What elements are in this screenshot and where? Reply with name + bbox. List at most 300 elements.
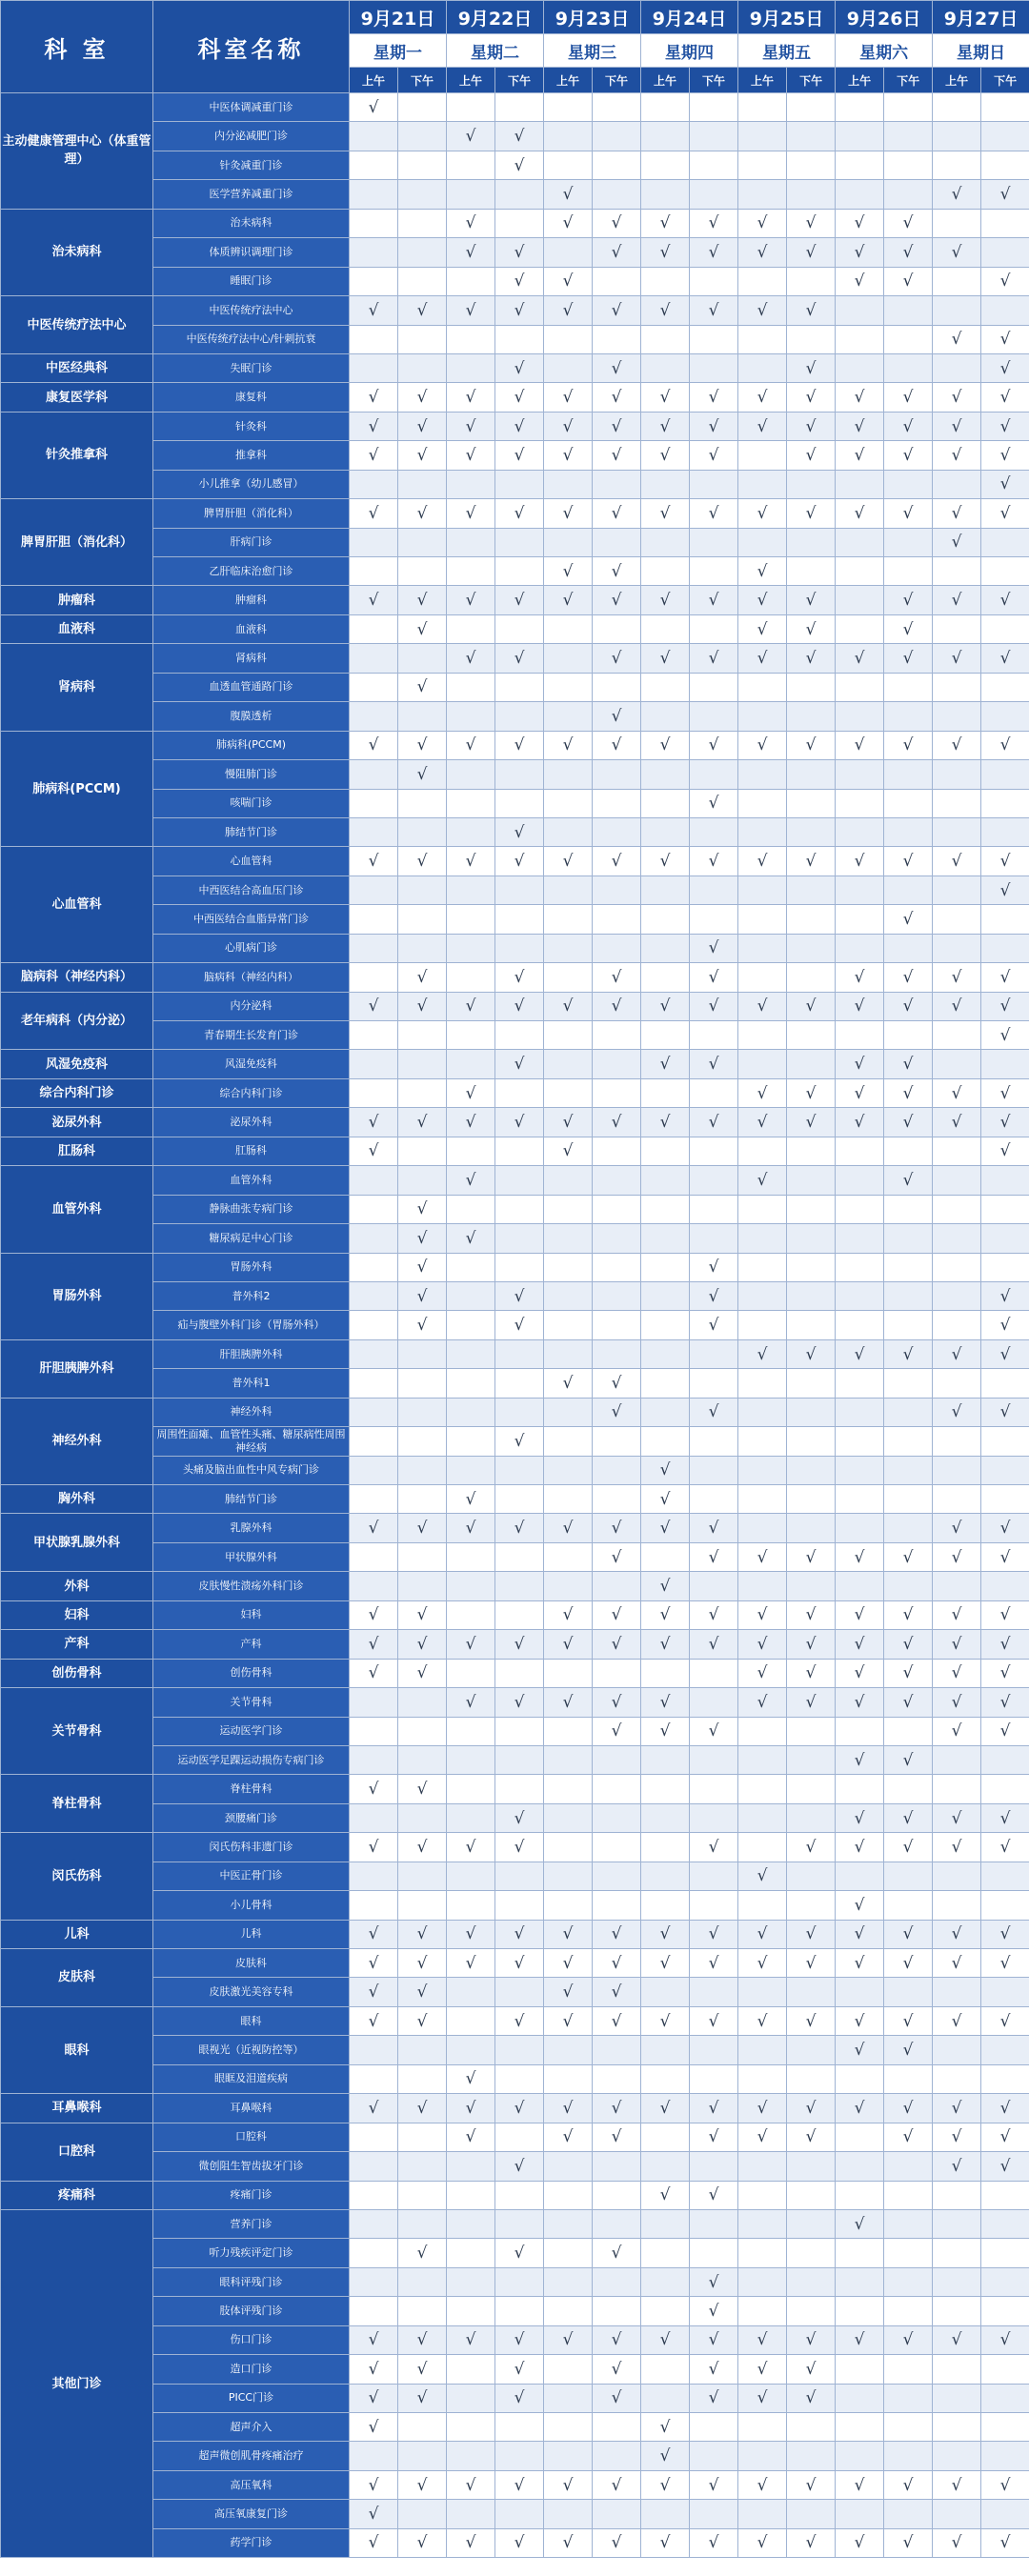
am-slot-cell — [641, 614, 690, 643]
am-slot-cell — [641, 93, 690, 122]
am-slot-cell — [350, 1281, 398, 1310]
am-slot-cell — [447, 412, 495, 440]
department-name: 泌尿外科 — [1, 1108, 153, 1137]
pm-slot-cell — [593, 1688, 641, 1717]
pm-slot-cell — [884, 528, 933, 556]
am-slot-cell — [447, 2209, 495, 2238]
am-slot-cell — [836, 238, 884, 267]
am-slot-cell — [836, 151, 884, 179]
pm-slot-cell — [690, 673, 738, 701]
pm-slot-cell — [398, 673, 447, 701]
am-slot-cell — [933, 528, 981, 556]
am-slot-cell — [447, 93, 495, 122]
pm-slot-cell — [981, 1050, 1029, 1078]
clinic-name: 眼眶及泪道疾病 — [153, 2064, 350, 2093]
am-slot-cell — [738, 1195, 787, 1223]
pm-slot-cell — [398, 1775, 447, 1803]
am-slot-cell — [738, 673, 787, 701]
am-slot-cell — [738, 1078, 787, 1107]
pm-slot-cell — [398, 353, 447, 382]
am-slot-cell — [447, 1224, 495, 1253]
am-slot-cell — [544, 557, 593, 586]
am-slot-cell — [350, 2500, 398, 2528]
schedule-row — [1, 1717, 1029, 1745]
pm-slot-cell — [398, 760, 447, 789]
am-slot-cell — [447, 1542, 495, 1571]
am-slot-cell — [933, 673, 981, 701]
am-slot-cell — [447, 1572, 495, 1600]
pm-slot-cell — [593, 557, 641, 586]
am-slot-cell — [738, 963, 787, 992]
pm-slot-cell — [884, 2470, 933, 2499]
am-slot-cell — [544, 1281, 593, 1310]
am-slot-cell — [933, 875, 981, 904]
pm-slot-cell — [495, 238, 544, 267]
pm-slot-cell — [787, 1978, 836, 2006]
am-slot-cell — [544, 412, 593, 440]
am-slot-cell — [836, 875, 884, 904]
am-slot-cell — [836, 2297, 884, 2325]
am-slot-cell — [933, 1427, 981, 1456]
am-slot-cell — [350, 2267, 398, 2296]
pm-slot-cell — [981, 2064, 1029, 2093]
pm-slot-cell — [495, 1542, 544, 1571]
pm-slot-cell — [398, 2181, 447, 2209]
pm-slot-cell — [690, 441, 738, 470]
clinic-name: 小儿骨科 — [153, 1891, 350, 1920]
pm-slot-cell — [690, 2209, 738, 2238]
pm-slot-cell — [981, 875, 1029, 904]
am-slot-cell — [641, 1688, 690, 1717]
am-slot-cell — [641, 1891, 690, 1920]
am-slot-cell — [544, 1253, 593, 1281]
pm-slot-cell — [690, 1398, 738, 1426]
pm-slot-cell — [398, 1137, 447, 1165]
clinic-name: 口腔科 — [153, 2123, 350, 2151]
pm-slot-cell — [593, 2442, 641, 2470]
clinic-name: 心血管科 — [153, 847, 350, 875]
schedule-row — [1, 1108, 1029, 1137]
clinic-name: 慢阻肺门诊 — [153, 760, 350, 789]
am-slot-cell — [933, 1281, 981, 1310]
am-slot-cell — [447, 673, 495, 701]
am-slot-cell — [544, 1600, 593, 1629]
pm-slot-cell — [690, 2297, 738, 2325]
department-name: 肝胆胰脾外科 — [1, 1339, 153, 1398]
am-slot-cell — [933, 731, 981, 759]
clinic-name: 推拿科 — [153, 441, 350, 470]
am-slot-cell — [738, 1485, 787, 1514]
am-slot-cell — [738, 238, 787, 267]
pm-slot-cell — [981, 1021, 1029, 1050]
pm-slot-cell — [981, 412, 1029, 440]
pm-slot-cell — [884, 2355, 933, 2384]
pm-slot-cell — [884, 702, 933, 731]
am-slot-cell — [447, 2036, 495, 2064]
schedule-row — [1, 2239, 1029, 2267]
pm-slot-cell — [690, 1542, 738, 1571]
am-slot-cell — [350, 847, 398, 875]
pm-slot-cell — [593, 151, 641, 179]
schedule-row — [1, 905, 1029, 934]
pm-slot-cell — [981, 1803, 1029, 1832]
am-header: 上午 — [738, 68, 787, 93]
am-slot-cell — [738, 2355, 787, 2384]
am-slot-cell — [738, 1659, 787, 1687]
clinic-name: 运动医学门诊 — [153, 1717, 350, 1745]
pm-slot-cell — [981, 2239, 1029, 2267]
am-slot-cell — [641, 905, 690, 934]
pm-slot-cell — [593, 180, 641, 209]
schedule-row — [1, 151, 1029, 179]
pm-slot-cell — [884, 2094, 933, 2123]
pm-slot-cell — [593, 1485, 641, 1514]
pm-slot-cell — [787, 1600, 836, 1629]
am-slot-cell — [447, 1195, 495, 1223]
pm-slot-cell — [398, 2209, 447, 2238]
pm-slot-cell — [398, 1688, 447, 1717]
pm-slot-cell — [398, 325, 447, 353]
am-slot-cell — [738, 1891, 787, 1920]
am-slot-cell — [544, 1659, 593, 1687]
pm-slot-cell — [593, 353, 641, 382]
pm-slot-cell — [787, 1078, 836, 1107]
am-slot-cell — [933, 2267, 981, 2296]
pm-slot-cell — [593, 905, 641, 934]
schedule-row — [1, 702, 1029, 731]
pm-slot-cell — [787, 2325, 836, 2354]
pm-slot-cell — [981, 1891, 1029, 1920]
date-header: 9月27日 — [933, 1, 1029, 34]
pm-slot-cell — [495, 1745, 544, 1774]
date-header: 9月22日 — [447, 1, 544, 34]
am-slot-cell — [933, 2355, 981, 2384]
schedule-row — [1, 2500, 1029, 2528]
clinic-name: 疼痛门诊 — [153, 2181, 350, 2209]
am-slot-cell — [738, 470, 787, 498]
clinic-name: 皮肤慢性溃疡外科门诊 — [153, 1572, 350, 1600]
am-slot-cell — [544, 2239, 593, 2267]
department-name: 脾胃肝胆（消化科） — [1, 499, 153, 586]
am-slot-cell — [738, 760, 787, 789]
am-slot-cell — [933, 1688, 981, 1717]
am-slot-cell — [836, 441, 884, 470]
pm-slot-cell — [884, 847, 933, 875]
pm-slot-cell — [398, 209, 447, 237]
pm-slot-cell — [495, 1021, 544, 1050]
pm-slot-cell — [884, 2181, 933, 2209]
pm-slot-cell — [495, 1803, 544, 1832]
schedule-row — [1, 847, 1029, 875]
pm-slot-cell — [690, 1369, 738, 1398]
am-slot-cell — [350, 673, 398, 701]
am-slot-cell — [933, 1166, 981, 1195]
am-slot-cell — [544, 1078, 593, 1107]
am-slot-cell — [641, 2355, 690, 2384]
schedule-row — [1, 1456, 1029, 1484]
am-slot-cell — [350, 586, 398, 614]
pm-header: 下午 — [981, 68, 1029, 93]
clinic-name: 皮肤激光美容专科 — [153, 1978, 350, 2006]
am-slot-cell — [447, 875, 495, 904]
am-slot-cell — [738, 1688, 787, 1717]
pm-slot-cell — [495, 2442, 544, 2470]
pm-slot-cell — [884, 2239, 933, 2267]
pm-slot-cell — [495, 2267, 544, 2296]
pm-slot-cell — [398, 644, 447, 673]
pm-slot-cell — [787, 760, 836, 789]
pm-slot-cell — [981, 1195, 1029, 1223]
clinic-name: 眼视光（近视防控等） — [153, 2036, 350, 2064]
pm-slot-cell — [398, 412, 447, 440]
am-slot-cell — [836, 2267, 884, 2296]
pm-slot-cell — [593, 1456, 641, 1484]
date-header: 9月25日 — [738, 1, 836, 34]
pm-slot-cell — [981, 2528, 1029, 2557]
am-slot-cell — [641, 2036, 690, 2064]
am-slot-cell — [933, 934, 981, 962]
pm-slot-cell — [593, 1427, 641, 1456]
pm-slot-cell — [398, 1456, 447, 1484]
clinic-name: 闵氏伤科非遗门诊 — [153, 1833, 350, 1862]
pm-slot-cell — [787, 122, 836, 151]
pm-slot-cell — [495, 1485, 544, 1514]
am-slot-cell — [836, 1281, 884, 1310]
am-slot-cell — [641, 2413, 690, 2442]
schedule-row — [1, 1398, 1029, 1426]
am-slot-cell — [933, 2036, 981, 2064]
am-slot-cell — [447, 614, 495, 643]
pm-slot-cell — [495, 93, 544, 122]
am-slot-cell — [933, 1803, 981, 1832]
pm-slot-cell — [787, 2413, 836, 2442]
pm-slot-cell — [398, 1803, 447, 1832]
am-header: 上午 — [933, 68, 981, 93]
pm-slot-cell — [787, 353, 836, 382]
am-slot-cell — [738, 905, 787, 934]
pm-slot-cell — [884, 2413, 933, 2442]
pm-slot-cell — [495, 325, 544, 353]
pm-slot-cell — [787, 2094, 836, 2123]
pm-slot-cell — [690, 1775, 738, 1803]
department-name: 皮肤科 — [1, 1949, 153, 2007]
pm-slot-cell — [690, 1339, 738, 1368]
am-slot-cell — [933, 614, 981, 643]
am-slot-cell — [350, 1949, 398, 1978]
pm-slot-cell — [981, 1572, 1029, 1600]
pm-slot-cell — [495, 1514, 544, 1542]
am-slot-cell — [738, 1745, 787, 1774]
pm-slot-cell — [884, 1253, 933, 1281]
pm-slot-cell — [690, 817, 738, 846]
pm-slot-cell — [690, 1949, 738, 1978]
pm-slot-cell — [884, 1224, 933, 1253]
pm-slot-cell — [690, 383, 738, 412]
am-slot-cell — [836, 209, 884, 237]
am-slot-cell — [933, 2123, 981, 2151]
pm-slot-cell — [495, 209, 544, 237]
pm-slot-cell — [787, 180, 836, 209]
am-slot-cell — [544, 2413, 593, 2442]
am-slot-cell — [641, 353, 690, 382]
pm-slot-cell — [884, 441, 933, 470]
am-slot-cell — [738, 1514, 787, 1542]
pm-slot-cell — [398, 499, 447, 528]
pm-slot-cell — [981, 2297, 1029, 2325]
am-slot-cell — [933, 992, 981, 1020]
pm-slot-cell — [690, 557, 738, 586]
pm-slot-cell — [884, 1339, 933, 1368]
am-slot-cell — [544, 1775, 593, 1803]
pm-slot-cell — [495, 122, 544, 151]
pm-slot-cell — [981, 1514, 1029, 1542]
pm-slot-cell — [495, 557, 544, 586]
am-slot-cell — [447, 1833, 495, 1862]
clinic-name: 肿瘤科 — [153, 586, 350, 614]
pm-slot-cell — [593, 1166, 641, 1195]
am-slot-cell — [641, 789, 690, 817]
pm-slot-cell — [981, 557, 1029, 586]
pm-slot-cell — [593, 2006, 641, 2035]
pm-slot-cell — [884, 789, 933, 817]
clinic-name: 综合内科门诊 — [153, 1078, 350, 1107]
schedule-row — [1, 1166, 1029, 1195]
am-slot-cell — [447, 267, 495, 295]
pm-slot-cell — [495, 441, 544, 470]
clinic-name: 胃肠外科 — [153, 1253, 350, 1281]
pm-slot-cell — [593, 1078, 641, 1107]
am-slot-cell — [350, 1485, 398, 1514]
pm-slot-cell — [690, 2239, 738, 2267]
am-slot-cell — [447, 1688, 495, 1717]
am-slot-cell — [447, 325, 495, 353]
am-slot-cell — [350, 2413, 398, 2442]
am-slot-cell — [447, 2500, 495, 2528]
am-slot-cell — [836, 702, 884, 731]
am-slot-cell — [350, 2528, 398, 2557]
clinic-name: 失眠门诊 — [153, 353, 350, 382]
am-slot-cell — [836, 2384, 884, 2412]
weekday-header: 星期二 — [447, 34, 544, 68]
am-slot-cell — [447, 2006, 495, 2035]
clinic-name: 乙肝临床治愈门诊 — [153, 557, 350, 586]
pm-slot-cell — [398, 1949, 447, 1978]
pm-slot-cell — [690, 905, 738, 934]
pm-slot-cell — [690, 1281, 738, 1310]
pm-slot-cell — [495, 353, 544, 382]
department-name: 心血管科 — [1, 847, 153, 963]
am-slot-cell — [641, 1339, 690, 1368]
am-slot-cell — [350, 180, 398, 209]
am-slot-cell — [836, 1485, 884, 1514]
pm-slot-cell — [495, 1427, 544, 1456]
pm-slot-cell — [884, 1688, 933, 1717]
pm-slot-cell — [593, 2036, 641, 2064]
am-slot-cell — [836, 614, 884, 643]
am-slot-cell — [836, 1803, 884, 1832]
am-slot-cell — [738, 2500, 787, 2528]
schedule-row — [1, 470, 1029, 498]
am-slot-cell — [544, 93, 593, 122]
am-slot-cell — [933, 412, 981, 440]
pm-slot-cell — [981, 1717, 1029, 1745]
pm-slot-cell — [787, 1659, 836, 1687]
am-slot-cell — [738, 1398, 787, 1426]
pm-slot-cell — [981, 1339, 1029, 1368]
clinic-name: 中医体调减重门诊 — [153, 93, 350, 122]
pm-slot-cell — [593, 1224, 641, 1253]
pm-slot-cell — [690, 1920, 738, 1948]
pm-slot-cell — [495, 1978, 544, 2006]
pm-slot-cell — [787, 2209, 836, 2238]
pm-slot-cell — [884, 267, 933, 295]
am-slot-cell — [933, 209, 981, 237]
am-slot-cell — [836, 1630, 884, 1659]
pm-slot-cell — [981, 470, 1029, 498]
clinic-name: 妇科 — [153, 1600, 350, 1629]
am-slot-cell — [350, 789, 398, 817]
am-slot-cell — [350, 1803, 398, 1832]
am-slot-cell — [836, 817, 884, 846]
am-slot-cell — [350, 2152, 398, 2181]
pm-slot-cell — [398, 1542, 447, 1571]
am-slot-cell — [641, 2325, 690, 2354]
am-slot-cell — [447, 1456, 495, 1484]
pm-slot-cell — [495, 1369, 544, 1398]
department-name: 耳鼻喉科 — [1, 2094, 153, 2123]
am-slot-cell — [350, 1514, 398, 1542]
pm-slot-cell — [787, 1021, 836, 1050]
pm-slot-cell — [398, 1050, 447, 1078]
am-slot-cell — [738, 2384, 787, 2412]
pm-slot-cell — [495, 2528, 544, 2557]
pm-slot-cell — [495, 2297, 544, 2325]
pm-slot-cell — [593, 296, 641, 325]
am-slot-cell — [544, 789, 593, 817]
am-slot-cell — [738, 992, 787, 1020]
am-slot-cell — [350, 1600, 398, 1629]
pm-header: 下午 — [495, 68, 544, 93]
pm-slot-cell — [884, 1311, 933, 1339]
pm-slot-cell — [787, 412, 836, 440]
pm-slot-cell — [593, 1862, 641, 1890]
am-slot-cell — [447, 499, 495, 528]
department-name: 关节骨科 — [1, 1688, 153, 1775]
pm-slot-cell — [495, 817, 544, 846]
am-slot-cell — [933, 963, 981, 992]
am-slot-cell — [738, 817, 787, 846]
pm-slot-cell — [884, 1456, 933, 1484]
weekday-header: 星期一 — [350, 34, 447, 68]
pm-slot-cell — [398, 2413, 447, 2442]
am-slot-cell — [738, 267, 787, 295]
am-slot-cell — [836, 93, 884, 122]
pm-slot-cell — [981, 1630, 1029, 1659]
am-slot-cell — [738, 2094, 787, 2123]
pm-slot-cell — [593, 2152, 641, 2181]
am-slot-cell — [350, 1339, 398, 1368]
am-slot-cell — [836, 1514, 884, 1542]
pm-slot-cell — [495, 528, 544, 556]
clinic-name: 肾病科 — [153, 644, 350, 673]
am-slot-cell — [641, 383, 690, 412]
pm-slot-cell — [884, 2123, 933, 2151]
pm-slot-cell — [884, 470, 933, 498]
am-slot-cell — [544, 1398, 593, 1426]
am-slot-cell — [738, 1253, 787, 1281]
am-slot-cell — [836, 847, 884, 875]
pm-slot-cell — [981, 2152, 1029, 2181]
